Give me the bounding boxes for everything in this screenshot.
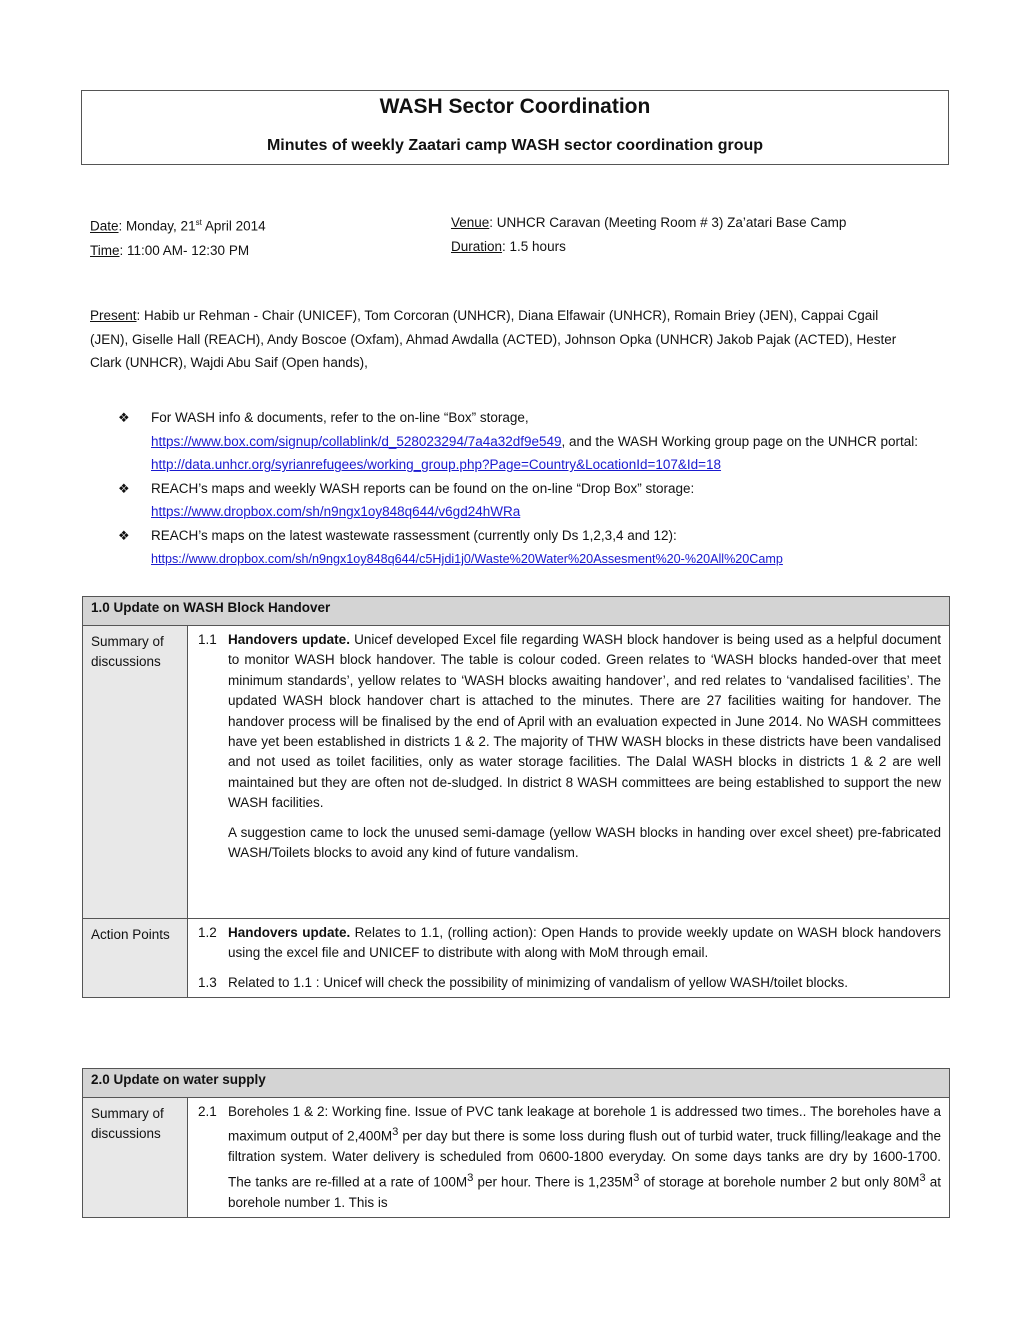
item-2-1 bbox=[196, 1102, 941, 1213]
item-1-1-suggestion: A suggestion came to lock the unused semi-damage (yellow WASH blocks in handing over excel sheet) pre-fabricated WASH/Toilets blocks to avoid any kind of future vandalism. bbox=[228, 824, 941, 861]
time-value: : 11:00 AM- 12:30 PM bbox=[119, 242, 250, 258]
date-line bbox=[90, 211, 266, 239]
item-text: per day but there is some loss during flush out of turbid water, truck filling/leakage and the filtration system. Water delivery is scheduled from 0600-1800 everyday. On some days tanks are dry by 1600-1700. The tanks are re-filled at a rate of 100M bbox=[228, 1128, 941, 1190]
table-row bbox=[83, 626, 950, 919]
table-row bbox=[83, 1098, 950, 1218]
document-title: WASH Sector Coordination bbox=[379, 95, 651, 118]
section-header: 1.0 Update on WASH Block Handover bbox=[83, 597, 950, 626]
item-number: 1.1 bbox=[198, 632, 217, 647]
duration-label: Duration bbox=[451, 239, 503, 254]
venue-value: : UNHCR Caravan (Meeting Room # 3) Za’atari Base Camp bbox=[489, 215, 847, 230]
box-storage-link[interactable]: https://www.box.com/signup/collablink/d_528023294/7a4a32df9e549 bbox=[151, 433, 562, 449]
date-suffix: st bbox=[195, 218, 202, 227]
bullet-text: REACH’s maps and weekly WASH reports can be found on the on-line “Drop Box” storage: bbox=[151, 480, 695, 496]
unhcr-portal-link[interactable]: http://data.unhcr.org/syrianrefugees/working_group.php?Page=Country&LocationId=107&Id=18 bbox=[151, 457, 722, 472]
item-text: Related to 1.1 : Unicef will check the possibility of minimizing of vandalism of yellow WASH/toilet blocks. bbox=[228, 974, 848, 990]
item-number: 1.2 bbox=[198, 925, 217, 940]
time-line bbox=[90, 239, 266, 263]
meeting-date-time bbox=[90, 211, 266, 263]
summary-label: Summary of discussions bbox=[83, 1098, 188, 1218]
list-item bbox=[118, 524, 938, 572]
dropbox-reports-link[interactable]: https://www.dropbox.com/sh/n9ngx1oy848q644/v6gd24hWRa bbox=[151, 504, 521, 519]
duration-value: : 1.5 hours bbox=[502, 239, 566, 254]
section-wash-block-handover bbox=[82, 596, 950, 998]
item-text: Unicef developed Excel file regarding WASH block handover is being used as a helpful document to monitor WASH block handover. The table is colour coded. Green relates to ‘WASH blocks handed-over that meet minimum standards’, yellow relates to ‘WASH blocks awaiting handover’, and red relates to ‘vandalised facilities’. The updated WASH block handover chart is attached to the minutes. There are 27 facilities waiting for handover. The handover process will be finalised by the end of April with an evaluation expected in June 2014. No WASH committees have yet been established in districts 1 & 2. The majority of THW WASH blocks in these districts have been vandalised and not used as toilet facilities, only as water storage facilities. The Dalal WASH blocks in districts 1 & 2 are well maintained but they are often not de-sludged. In district 8 WASH committees are being established to support the new WASH facilities. bbox=[228, 632, 942, 811]
action-points-content bbox=[188, 919, 950, 998]
list-item bbox=[118, 406, 938, 477]
item-title: Boreholes 1 & 2: bbox=[228, 1104, 329, 1119]
bullet-text: REACH’s maps on the latest wastewate rassessment (currently only Ds 1,2,3,4 and 12): bbox=[151, 527, 677, 543]
summary-label: Summary of discussions bbox=[83, 626, 188, 919]
section-water-supply bbox=[82, 1068, 950, 1218]
item-title: Handovers update. bbox=[228, 925, 351, 940]
venue-line bbox=[451, 211, 846, 235]
item-number: 1.3 bbox=[198, 974, 217, 990]
reference-links-list bbox=[118, 406, 938, 572]
present-label: Present bbox=[90, 308, 137, 323]
item-text: Working fine. Issue of PVC tank leakage at borehole 1 is addressed two times.. The boreholes have a maximum output of 2,400M bbox=[228, 1104, 941, 1144]
document-subtitle: Minutes of weekly Zaatari camp WASH sector coordination group bbox=[266, 137, 764, 154]
item-text: Relates to 1.1, (rolling action): Open Hands to provide weekly update on WASH block handovers using the excel file and UNICEF to distribute with along with MoM through email. bbox=[228, 925, 942, 961]
meeting-venue-duration bbox=[451, 211, 846, 259]
item-1-2 bbox=[196, 923, 941, 964]
section-header: 2.0 Update on water supply bbox=[83, 1069, 950, 1098]
title-box bbox=[81, 90, 949, 165]
list-item bbox=[118, 477, 938, 524]
date-label: Date bbox=[90, 218, 119, 234]
item-1-3 bbox=[196, 973, 941, 993]
item-1-1 bbox=[196, 630, 941, 814]
item-text: of storage at borehole number 2 but only 80M bbox=[639, 1174, 920, 1190]
cubic-superscript: 3 bbox=[633, 1171, 640, 1184]
venue-label: Venue bbox=[451, 215, 490, 230]
attendees bbox=[90, 304, 920, 375]
section-header-row bbox=[83, 597, 950, 626]
date-value-month: April 2014 bbox=[201, 218, 266, 234]
bullet-text: For WASH info & documents, refer to the on-line “Box” storage, bbox=[151, 410, 529, 425]
item-text: at borehole number 1. This is bbox=[228, 1174, 942, 1210]
action-points-label: Action Points bbox=[83, 919, 188, 998]
summary-content bbox=[188, 626, 950, 919]
present-list: : Habib ur Rehman - Chair (UNICEF), Tom Corcoran (UNHCR), Diana Elfawair (UNHCR), Romain Briey (JEN), Cappai Cgail (JEN), Giselle Hall (REACH), Andy Boscoe (Oxfam), Ahmad Awdalla (ACTED), Johnson Opka (UNHCR) Jakob Pajak (ACTED), Hester Clark (UNHCR), Wajdi Abu Saif (Open hands), bbox=[90, 308, 897, 370]
diamond-bullet-icon: ❖ bbox=[118, 527, 130, 543]
section-header-row bbox=[83, 1069, 950, 1098]
cubic-superscript: 3 bbox=[919, 1171, 926, 1184]
item-number: 2.1 bbox=[198, 1104, 217, 1119]
date-value: : Monday, 21 bbox=[118, 218, 196, 234]
diamond-bullet-icon: ❖ bbox=[118, 480, 130, 496]
diamond-bullet-icon: ❖ bbox=[118, 410, 130, 425]
cubic-superscript: 3 bbox=[392, 1126, 399, 1139]
duration-line bbox=[451, 235, 846, 259]
summary-content bbox=[188, 1098, 950, 1218]
cubic-superscript: 3 bbox=[467, 1171, 474, 1184]
item-text: per hour. There is 1,235M bbox=[473, 1174, 634, 1190]
table-row bbox=[83, 919, 950, 998]
time-label: Time bbox=[90, 242, 120, 258]
bullet-text: , and the WASH Working group page on the UNHCR portal: bbox=[561, 433, 918, 449]
dropbox-wastewater-link[interactable]: https://www.dropbox.com/sh/n9ngx1oy848q644/c5Hjdi1j0/Waste%20Water%20Assesment%20-%20All%20Camp bbox=[151, 552, 783, 566]
item-title: Handovers update. bbox=[228, 632, 350, 647]
